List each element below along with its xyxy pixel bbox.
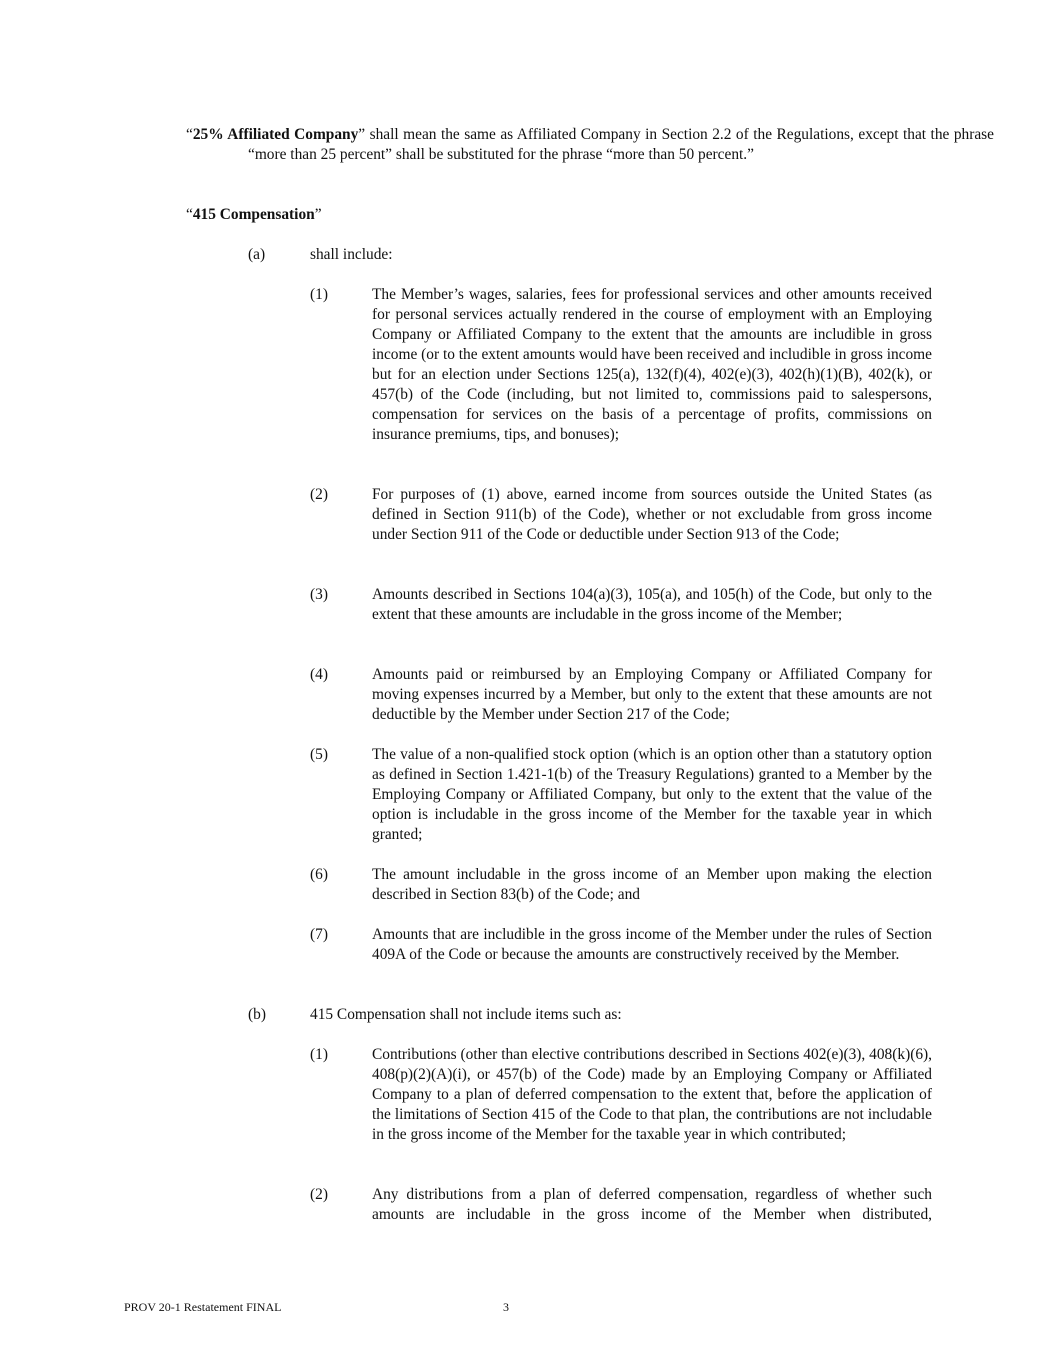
item-text: Contributions (other than elective contributions described in Sections 402(e)(3), 408(k)(6), 408(p)(2)(A)(i), or 457(b) of the Code) made by an Employing Company or Affiliated Company to a plan of deferred compensation to the extent that, before the application of the limitations of Section 415 of the Code to that plan, the contributions are not includable in the gross income of the Member for the taxable year in which contributed; (372, 1046, 932, 1143)
subsection-text: 415 Compensation shall not include items such as: (310, 1006, 622, 1023)
item-number: (1) (310, 286, 328, 303)
defined-term: 25% Affiliated Company (192, 126, 359, 143)
definition-text: ” shall mean the same as Affiliated Company in Section 2.2 of the Regulations, except that the phrase “more than 25 percent” shall be substituted for the phrase “more than 50 percent.” (248, 126, 995, 163)
defined-term: 415 Compensation (192, 206, 315, 223)
item-text: Amounts that are includible in the gross income of the Member under the rules of Section 409A of the Code or because the amounts are constructively received by the Member. (372, 926, 932, 963)
item-number: (1) (310, 1046, 328, 1063)
subsection-text: shall include: (310, 246, 393, 263)
item-text: For purposes of (1) above, earned income from sources outside the United States (as defined in Section 911(b) of the Code), whether or not excludable from gross income under Section 911 of the Code or deductible under Section 913 of the Code; (372, 486, 932, 543)
item-text: Amounts paid or reimbursed by an Employing Company or Affiliated Company for moving expenses incurred by a Member, but only to the extent that these amounts are not deductible by the Member under Section 217 of the Code; (372, 666, 932, 723)
definition-415-compensation (186, 205, 932, 225)
subsection-label: (a) (248, 246, 266, 263)
footer-page-number: 3 (503, 1300, 509, 1314)
item-text: The value of a non-qualified stock option (which is an option other than a statutory option as defined in Section 1.421-1(b) of the Treasury Regulations) granted to a Member by the Employing Company or Affiliated Company, but only to the extent that the value of the option is includable in the gross income of the Member for the taxable year in which granted; (372, 746, 932, 843)
close-quote: ” (314, 206, 322, 223)
subsection-label: (b) (248, 1006, 266, 1023)
item-number: (2) (310, 1186, 328, 1203)
open-quote: “ (186, 206, 193, 223)
item-number: (7) (310, 926, 328, 943)
item-text: The amount includable in the gross income of an Member upon making the election described in Section 83(b) of the Code; and (372, 866, 932, 903)
item-text: The Member’s wages, salaries, fees for professional services and other amounts received for personal services actually rendered in the course of employment with an Employing Company or Affiliated Company to the extent that the amounts are includible in gross income (or to the extent amounts would have been received and includible in gross income but for an election under Sections 125(a), 132(f)(4), 402(e)(3), 402(h)(1)(B), 402(k), or 457(b) of the Code (including, but not limited to, commissions paid to salespersons, compensation for services on the basis of a percentage of profits, commissions on insurance premiums, tips, and bonuses); (372, 286, 932, 443)
footer-document-id: PROV 20-1 Restatement FINAL (124, 1300, 282, 1314)
definition-25-affiliated-company (186, 125, 994, 165)
open-quote: “ (186, 126, 193, 143)
item-number: (6) (310, 866, 328, 883)
item-number: (3) (310, 586, 328, 603)
item-number: (5) (310, 746, 328, 763)
item-text: Amounts described in Sections 104(a)(3), 105(a), and 105(h) of the Code, but only to the extent that these amounts are includable in the gross income of the Member; (372, 586, 932, 623)
item-text: Any distributions from a plan of deferred compensation, regardless of whether such amounts are includable in the gross income of the Member when distributed, (372, 1186, 932, 1223)
item-number: (2) (310, 486, 328, 503)
item-number: (4) (310, 666, 328, 683)
